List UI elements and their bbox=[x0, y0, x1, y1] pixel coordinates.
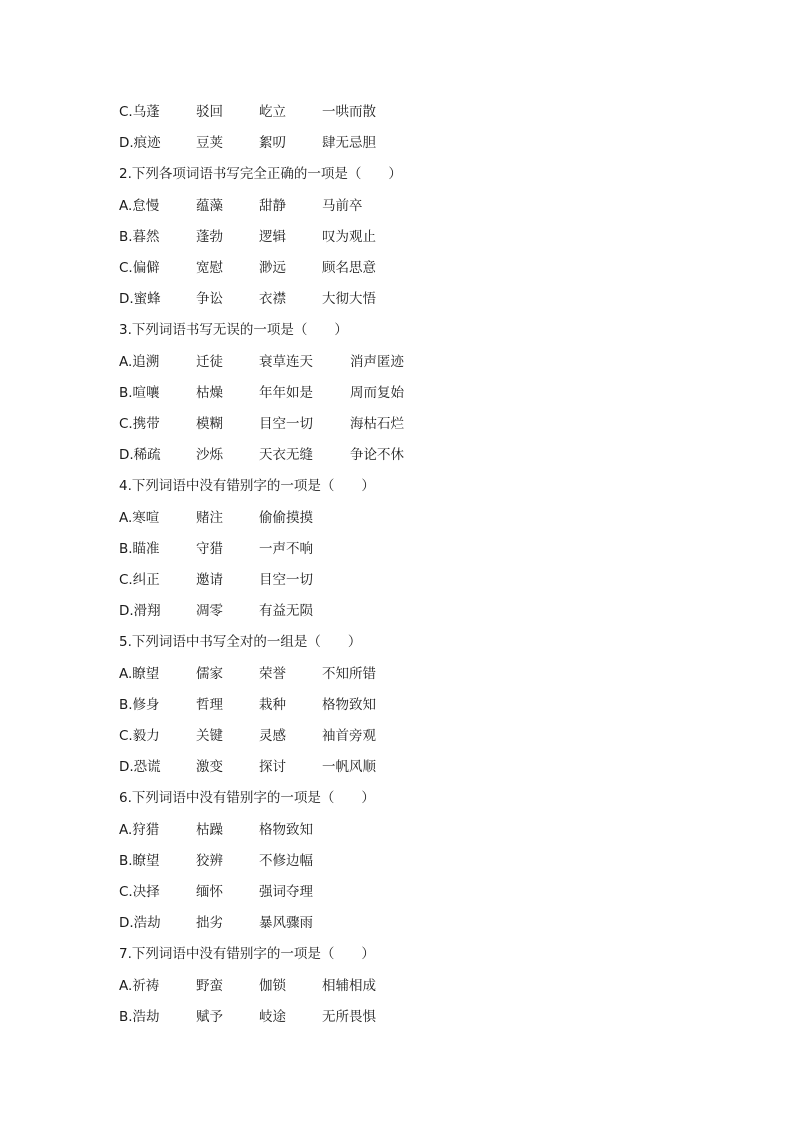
option-word: 缅怀 bbox=[196, 884, 223, 900]
option-label-word: C.纠正 bbox=[119, 572, 160, 588]
option-word: 驳回 bbox=[196, 104, 223, 120]
option-word: 野蛮 bbox=[196, 977, 223, 994]
option-word: 蕴藻 bbox=[196, 197, 223, 214]
option-word: 肆无忌胆 bbox=[322, 135, 376, 152]
option-word: 荣誉 bbox=[259, 665, 286, 682]
option-label-word: B.瞭望 bbox=[119, 852, 160, 869]
option-word: 絮叨 bbox=[259, 135, 286, 152]
option-word: 天衣无缝 bbox=[259, 447, 313, 464]
option-label-word: C.毅力 bbox=[119, 728, 160, 744]
option-word: 争讼 bbox=[196, 291, 223, 308]
option-word: 沙烁 bbox=[196, 447, 223, 464]
option-word: 消声匿迹 bbox=[350, 353, 404, 370]
option-label-word: D.蜜蜂 bbox=[119, 291, 161, 308]
question-stem: 2.下列各项词语书写完全正确的一项是（ ） bbox=[119, 166, 402, 183]
option-word: 年年如是 bbox=[259, 384, 313, 401]
option-word: 有益无陨 bbox=[259, 603, 313, 620]
option-label-word: D.恐谎 bbox=[119, 759, 161, 776]
question-stem: 7.下列词语中没有错别字的一项是（ ） bbox=[119, 946, 375, 963]
option-word: 不修边幅 bbox=[259, 852, 313, 869]
option-label-word: C.决择 bbox=[119, 884, 160, 900]
option-word: 模糊 bbox=[196, 416, 223, 432]
option-word: 灵感 bbox=[259, 728, 286, 744]
option-word: 赌注 bbox=[196, 509, 223, 526]
option-word: 不知所错 bbox=[322, 665, 376, 682]
option-label-word: A.瞭望 bbox=[119, 665, 160, 682]
option-label-word: C.偏僻 bbox=[119, 260, 160, 276]
option-label-word: D.稀疏 bbox=[119, 447, 161, 464]
option-word: 邀请 bbox=[196, 572, 223, 588]
option-word: 渺远 bbox=[259, 260, 286, 276]
option-word: 拙劣 bbox=[196, 915, 223, 932]
question-stem: 6.下列词语中没有错别字的一项是（ ） bbox=[119, 790, 375, 807]
option-word: 周而复始 bbox=[350, 384, 404, 401]
option-word: 目空一切 bbox=[259, 416, 313, 432]
option-word: 枯躁 bbox=[196, 821, 223, 838]
option-word: 目空一切 bbox=[259, 572, 313, 588]
option-word: 豆荚 bbox=[196, 135, 223, 152]
option-label-word: D.痕迹 bbox=[119, 135, 161, 152]
option-word: 蓬勃 bbox=[196, 228, 223, 245]
option-word: 岐途 bbox=[259, 1008, 286, 1025]
option-label-word: B.浩劫 bbox=[119, 1008, 160, 1025]
option-word: 儒家 bbox=[196, 665, 223, 682]
option-word: 强词夺理 bbox=[259, 884, 313, 900]
option-word: 凋零 bbox=[196, 603, 223, 620]
option-label-word: C.乌蓬 bbox=[119, 104, 160, 120]
option-word: 衰草连天 bbox=[259, 353, 313, 370]
option-word: 一帆风顺 bbox=[322, 759, 376, 776]
option-word: 枯燥 bbox=[196, 384, 223, 401]
option-label-word: B.暮然 bbox=[119, 228, 160, 245]
option-word: 马前卒 bbox=[322, 197, 363, 214]
option-label-word: C.携带 bbox=[119, 416, 160, 432]
option-word: 叹为观止 bbox=[322, 228, 376, 245]
option-label-word: A.追溯 bbox=[119, 353, 160, 370]
option-word: 一声不响 bbox=[259, 540, 313, 557]
option-label-word: A.狩猎 bbox=[119, 821, 160, 838]
option-word: 哲理 bbox=[196, 696, 223, 713]
option-word: 栽种 bbox=[259, 696, 286, 713]
option-word: 无所畏惧 bbox=[322, 1008, 376, 1025]
option-label-word: A.寒喧 bbox=[119, 509, 160, 526]
option-word: 格物致知 bbox=[322, 696, 376, 713]
option-label-word: D.浩劫 bbox=[119, 915, 161, 932]
option-label-word: B.修身 bbox=[119, 696, 160, 713]
option-word: 大彻大悟 bbox=[322, 291, 376, 308]
option-word: 守猎 bbox=[196, 540, 223, 557]
option-label-word: B.喧嚷 bbox=[119, 384, 160, 401]
option-word: 顾名思意 bbox=[322, 260, 376, 276]
option-word: 狡辨 bbox=[196, 852, 223, 869]
option-word: 相辅相成 bbox=[322, 977, 376, 994]
option-label-word: A.怠慢 bbox=[119, 197, 160, 214]
option-word: 迁徒 bbox=[196, 353, 223, 370]
option-label-word: D.滑翔 bbox=[119, 603, 161, 620]
option-label-word: A.祈祷 bbox=[119, 977, 160, 994]
option-word: 偷偷摸摸 bbox=[259, 509, 313, 526]
option-word: 衣襟 bbox=[259, 291, 286, 308]
option-word: 关键 bbox=[196, 728, 223, 744]
option-word: 宽慰 bbox=[196, 260, 223, 276]
question-stem: 3.下列词语书写无误的一项是（ ） bbox=[119, 322, 348, 339]
option-word: 赋予 bbox=[196, 1008, 223, 1025]
option-word: 伽锁 bbox=[259, 977, 286, 994]
option-word: 暴风骤雨 bbox=[259, 915, 313, 932]
option-word: 一哄而散 bbox=[322, 104, 376, 120]
option-word: 争论不休 bbox=[350, 447, 404, 464]
option-word: 海枯石烂 bbox=[350, 416, 404, 432]
option-word: 屹立 bbox=[259, 104, 286, 120]
option-word: 甜静 bbox=[259, 197, 286, 214]
option-word: 袖首旁观 bbox=[322, 728, 376, 744]
option-word: 探讨 bbox=[259, 759, 286, 776]
option-word: 激变 bbox=[196, 759, 223, 776]
option-word: 逻辑 bbox=[259, 228, 286, 245]
question-stem: 4.下列词语中没有错别字的一项是（ ） bbox=[119, 478, 375, 495]
option-word: 格物致知 bbox=[259, 821, 313, 838]
option-label-word: B.瞄准 bbox=[119, 540, 160, 557]
question-stem: 5.下列词语中书写全对的一组是（ ） bbox=[119, 634, 362, 651]
